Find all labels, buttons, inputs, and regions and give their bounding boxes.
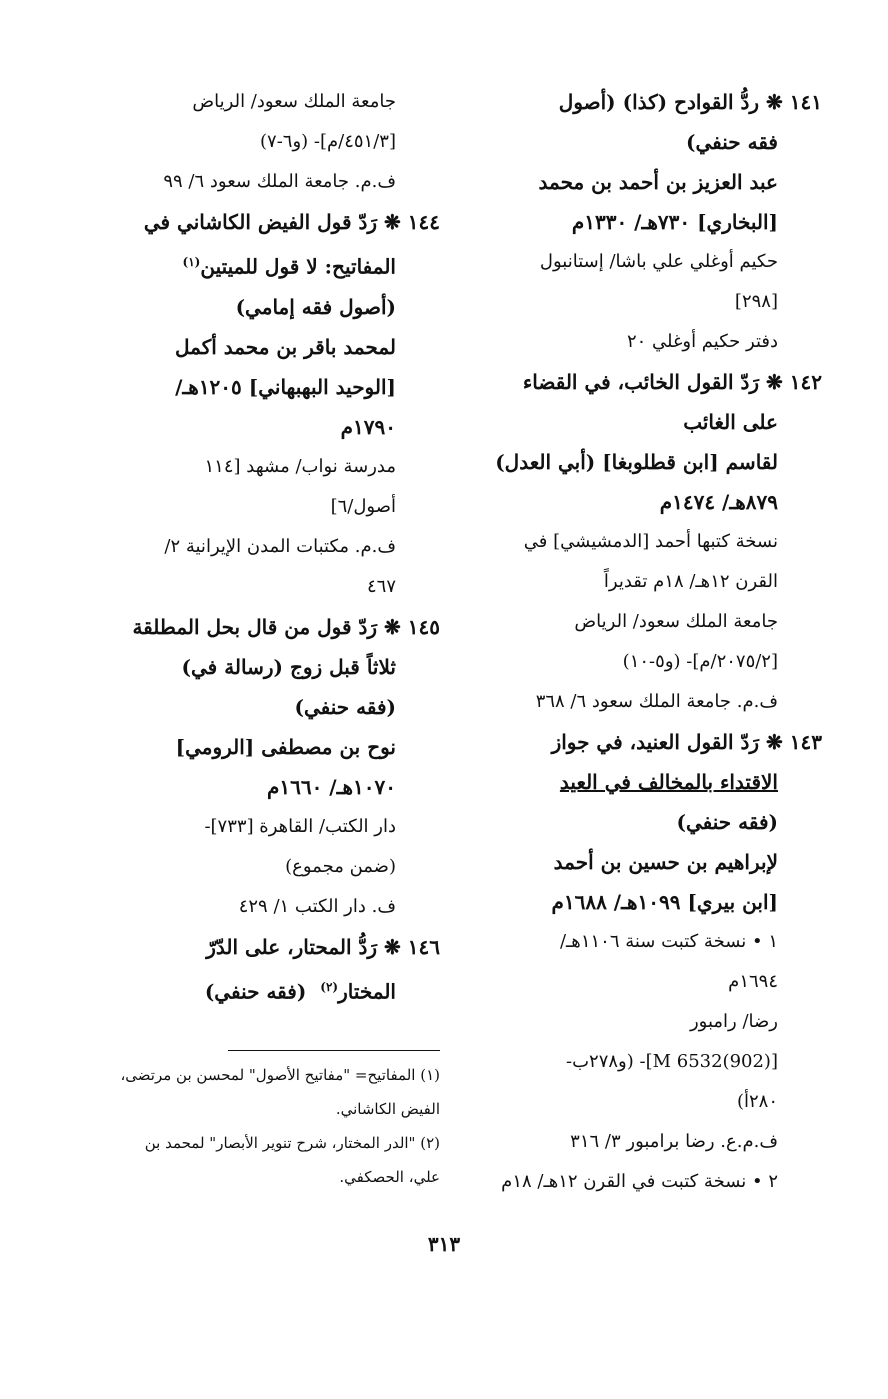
line-text: ف.م. جامعة الملك سعود ٦/ ٣٦٨ xyxy=(535,691,778,712)
line-text: ٨٧٩هـ/ ١٤٧٤م xyxy=(659,490,778,514)
entry-line xyxy=(470,882,822,922)
line-text: ف.م. جامعة الملك سعود ٦/ ٩٩ xyxy=(163,171,396,192)
entry-line xyxy=(88,567,440,607)
entry-line xyxy=(88,162,440,202)
line-text: ف.م. مكتبات المدن الإيرانية ٢/ xyxy=(164,535,396,557)
line-text: [٢٠٧٥/٢/م]- (و٥-١٠) xyxy=(622,651,778,672)
footnote-divider xyxy=(228,1050,440,1051)
footnote-marker: (٢) xyxy=(320,979,339,994)
entry-line xyxy=(470,642,822,682)
right-column xyxy=(470,82,822,1202)
entry-line xyxy=(88,647,440,687)
entry-line xyxy=(88,82,440,122)
entry-heading xyxy=(470,362,822,402)
entry-line xyxy=(88,242,440,287)
line-text: حكيم أوغلي علي باشا/ إستانبول xyxy=(539,251,778,272)
entry-line xyxy=(88,847,440,887)
entry-line xyxy=(470,682,822,722)
left-column xyxy=(88,82,440,1011)
entry-line xyxy=(470,1042,822,1082)
entry-heading xyxy=(470,82,822,122)
entry-heading xyxy=(88,202,440,242)
entry-line xyxy=(88,327,440,367)
line-text: ٢ • نسخة كتبت في القرن ١٢هـ/ ١٨م xyxy=(501,1171,778,1192)
entry-line xyxy=(470,562,822,602)
line-text: ١٤١ ❋ ردُّ القوادح (كذا) (أصول xyxy=(558,90,822,114)
line-text: على الغائب xyxy=(683,410,778,434)
entry-line xyxy=(88,767,440,807)
entry-line xyxy=(88,687,440,727)
entry-line xyxy=(88,527,440,567)
line-text: ١٤٢ ❋ رَدّ القول الخائب، في القضاء xyxy=(522,370,822,394)
entry-line xyxy=(470,762,822,802)
entry-line xyxy=(88,407,440,447)
line-text: (أصول فقه إمامي) xyxy=(235,294,396,319)
line-text: لإبراهيم بن حسين بن أحمد xyxy=(553,850,778,874)
line-text: [ابن بيري] ١٠٩٩هـ/ ١٦٨٨م xyxy=(551,890,778,914)
line-text: [٤٥١/٣/م]- (و٦-٧) xyxy=(260,131,396,152)
line-text: المفاتيح: لا قول للميتين xyxy=(200,254,396,279)
line-text: مدرسة نواب/ مشهد [١١٤ xyxy=(204,455,396,477)
line-text: دفتر حكيم أوغلي ٢٠ xyxy=(626,331,778,352)
entry-line xyxy=(88,807,440,847)
line-text: (فقه حنفي) xyxy=(294,694,396,719)
line-text: ١٦٩٤م xyxy=(728,971,778,992)
entry-line xyxy=(470,1162,822,1202)
footnote-line: الفيض الكاشاني. xyxy=(335,1100,440,1118)
entry-line xyxy=(88,487,440,527)
entry-line xyxy=(470,122,822,162)
line-text: عبد العزيز بن أحمد بن محمد xyxy=(538,170,778,194)
entry-line xyxy=(88,727,440,767)
line-text: ١٤٤ ❋ رَدّ قول الفيض الكاشاني في xyxy=(143,210,440,234)
line-text: المختار xyxy=(338,979,396,1004)
footnote-line: (١) المفاتيح= "مفاتيح الأصول" لمحسن بن مرتضى، xyxy=(120,1066,440,1084)
line-text: [الوحيد البهبهاني] ١٢٠٥هـ/ xyxy=(175,374,396,399)
line-text: رضا/ رامبور xyxy=(689,1011,778,1032)
entry-line xyxy=(470,962,822,1002)
line-text: لقاسم [ابن قطلوبغا] (أبي العدل) xyxy=(495,450,778,474)
footnotes xyxy=(88,1058,440,1194)
entry-line xyxy=(88,887,440,927)
line-text: نسخة كتبها أحمد [الدمشيشي] في xyxy=(523,531,778,552)
line-text: جامعة الملك سعود/ الرياض xyxy=(574,611,778,632)
line-text: (فقه حنفي) xyxy=(676,810,778,834)
line-text: أصول/٦] xyxy=(330,495,396,517)
entry-heading xyxy=(88,607,440,647)
line-text: ١٤٣ ❋ رَدّ القول العنيد، في جواز xyxy=(551,730,822,754)
line-text: ف.م.ع. رضا برامبور ٣/ ٣١٦ xyxy=(570,1131,778,1152)
entry-line xyxy=(470,162,822,202)
line-text: دار الكتب/ القاهرة [٧٣٣]- xyxy=(204,815,396,837)
line-text: ١٤٥ ❋ رَدّ قول من قال بحل المطلقة xyxy=(132,614,440,639)
line-text: ٤٦٧ xyxy=(366,575,396,597)
entry-line xyxy=(470,242,822,282)
entry-line xyxy=(470,602,822,642)
entry-line xyxy=(88,122,440,162)
entry-line xyxy=(470,1122,822,1162)
line-text: جامعة الملك سعود/ الرياض xyxy=(192,91,396,112)
entry-line xyxy=(470,802,822,842)
entry-line xyxy=(470,1082,822,1122)
line-text: ١٧٩٠م xyxy=(340,414,396,439)
entry-line xyxy=(470,922,822,962)
entry-line xyxy=(470,442,822,482)
line-text: القرن ١٢هـ/ ١٨م تقديراً xyxy=(603,571,778,592)
page-number: ٣١٣ xyxy=(427,1232,461,1256)
entry-line xyxy=(470,1002,822,1042)
line-text: ثلاثاً قبل زوج (رسالة في) xyxy=(181,654,396,679)
entry-heading xyxy=(470,722,822,762)
line-text: [البخاري] ٧٣٠هـ/ ١٣٣٠م xyxy=(571,210,778,234)
entry-line xyxy=(88,367,440,407)
entry-line xyxy=(88,447,440,487)
line-text: الاقتداء بالمخالف في العيد xyxy=(559,770,778,794)
line-text: لمحمد باقر بن محمد أكمل xyxy=(175,334,396,359)
entry-line xyxy=(470,522,822,562)
entry-line xyxy=(470,202,822,242)
line-text: ١٠٧٠هـ/ ١٦٦٠م xyxy=(266,774,396,799)
entry-line xyxy=(470,402,822,442)
line-text: ٢٨٠أ) xyxy=(736,1091,778,1112)
footnote-line: (٢) "الدر المختار، شرح تنوير الأبصار" لمحمد بن xyxy=(144,1134,440,1152)
line-text: ١٤٦ ❋ رَدُّ المحتار، على الدّرّ xyxy=(206,934,440,959)
line-text: ف. دار الكتب ١/ ٤٢٩ xyxy=(238,895,396,917)
footnote-marker: (١) xyxy=(182,255,201,269)
footnote-line: علي، الحصكفي. xyxy=(339,1168,440,1186)
line-text: [M 6532(902)]- (و٢٧٨ب- xyxy=(566,1051,778,1072)
entry-line xyxy=(88,967,440,1012)
entry-line xyxy=(470,322,822,362)
line-text: فقه حنفي) xyxy=(685,130,778,154)
entry-heading xyxy=(88,927,440,967)
line-text: (ضمن مجموع) xyxy=(285,855,396,877)
line-text: نوح بن مصطفى [الرومي] xyxy=(175,734,396,759)
line-text: ١ • نسخة كتبت سنة ١١٠٦هـ/ xyxy=(559,931,778,952)
entry-line xyxy=(88,287,440,327)
entry-line xyxy=(470,842,822,882)
line-text-after: (فقه حنفي) xyxy=(204,979,321,1004)
line-text: [٢٩٨] xyxy=(734,291,778,312)
entry-line xyxy=(470,482,822,522)
entry-line xyxy=(470,282,822,322)
